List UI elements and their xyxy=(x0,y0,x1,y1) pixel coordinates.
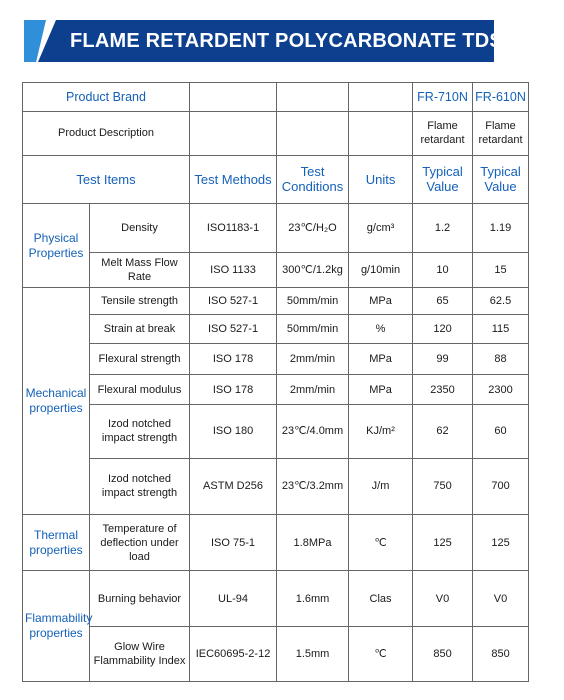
title-banner xyxy=(24,20,503,62)
test-condition: 23℃/4.0mm xyxy=(277,405,349,459)
table-row xyxy=(23,343,529,374)
table-row xyxy=(23,405,529,459)
test-condition: 23℃/H₂O xyxy=(277,204,349,252)
product-description-label: Product Description xyxy=(23,112,190,155)
typical-value-header-1: Typical Value xyxy=(413,155,473,203)
test-item: Burning behavior xyxy=(90,570,190,627)
table-row xyxy=(23,252,529,287)
value-2: V0 xyxy=(473,570,529,627)
value-1: V0 xyxy=(413,570,473,627)
test-method: ISO1183-1 xyxy=(190,204,277,252)
test-method: UL-94 xyxy=(190,570,277,627)
value-1: 120 xyxy=(413,315,473,343)
value-1: 10 xyxy=(413,252,473,287)
test-method: ISO 527-1 xyxy=(190,315,277,343)
table-row xyxy=(23,83,529,112)
value-2: 1.19 xyxy=(473,204,529,252)
table-row xyxy=(23,570,529,627)
unit: ℃ xyxy=(349,627,413,682)
test-item: Flexural modulus xyxy=(90,374,190,404)
unit: KJ/m² xyxy=(349,405,413,459)
test-items-header: Test Items xyxy=(23,155,190,203)
test-method: ISO 527-1 xyxy=(190,288,277,315)
unit: Clas xyxy=(349,570,413,627)
product-brand-label: Product Brand xyxy=(23,83,190,112)
value-1: 1.2 xyxy=(413,204,473,252)
table-row xyxy=(23,112,529,155)
test-method: ISO 178 xyxy=(190,374,277,404)
value-1: 99 xyxy=(413,343,473,374)
value-2: 700 xyxy=(473,458,529,515)
test-conditions-header: Test Conditions xyxy=(277,155,349,203)
test-item: Glow Wire Flammability Index xyxy=(90,627,190,682)
test-method: ISO 75-1 xyxy=(190,515,277,571)
test-item: Tensile strength xyxy=(90,288,190,315)
unit: g/cm³ xyxy=(349,204,413,252)
test-method: ISO 180 xyxy=(190,405,277,459)
table-row xyxy=(23,315,529,343)
table-row xyxy=(23,374,529,404)
test-condition: 50mm/min xyxy=(277,315,349,343)
category-thermal: Thermal properties xyxy=(23,515,90,571)
value-2: 88 xyxy=(473,343,529,374)
value-2: 115 xyxy=(473,315,529,343)
test-item: Izod notched impact strength xyxy=(90,405,190,459)
test-condition: 2mm/min xyxy=(277,374,349,404)
test-item: Density xyxy=(90,204,190,252)
test-condition: 23℃/3.2mm xyxy=(277,458,349,515)
value-1: 2350 xyxy=(413,374,473,404)
category-mechanical: Mechanical properties xyxy=(23,288,90,515)
test-condition: 2mm/min xyxy=(277,343,349,374)
unit: MPa xyxy=(349,374,413,404)
value-2: 60 xyxy=(473,405,529,459)
test-method: IEC60695-2-12 xyxy=(190,627,277,682)
unit: g/10min xyxy=(349,252,413,287)
value-1: 125 xyxy=(413,515,473,571)
unit: MPa xyxy=(349,343,413,374)
test-item: Temperature of deflection under load xyxy=(90,515,190,571)
brand-2: FR-610N xyxy=(473,83,529,112)
table-row xyxy=(23,627,529,682)
category-physical: Physical Properties xyxy=(23,204,90,288)
table-row xyxy=(23,458,529,515)
tds-table xyxy=(22,82,529,682)
unit: % xyxy=(349,315,413,343)
value-2: 15 xyxy=(473,252,529,287)
test-item: Melt Mass Flow Rate xyxy=(90,252,190,287)
value-1: 65 xyxy=(413,288,473,315)
test-method: ISO 1133 xyxy=(190,252,277,287)
value-1: 850 xyxy=(413,627,473,682)
test-item: Flexural strength xyxy=(90,343,190,374)
table-row xyxy=(23,204,529,252)
description-2: Flame retardant xyxy=(473,112,529,155)
test-method: ASTM D256 xyxy=(190,458,277,515)
value-2: 62.5 xyxy=(473,288,529,315)
category-flammability: Flammability properties xyxy=(23,570,90,681)
table-row xyxy=(23,515,529,571)
test-item: Izod notched impact strength xyxy=(90,458,190,515)
brand-1: FR-710N xyxy=(413,83,473,112)
test-methods-header: Test Methods xyxy=(190,155,277,203)
unit: ℃ xyxy=(349,515,413,571)
test-condition: 300℃/1.2kg xyxy=(277,252,349,287)
value-2: 850 xyxy=(473,627,529,682)
units-header: Units xyxy=(349,155,413,203)
value-1: 750 xyxy=(413,458,473,515)
test-condition: 1.5mm xyxy=(277,627,349,682)
test-condition: 50mm/min xyxy=(277,288,349,315)
table-row xyxy=(23,155,529,203)
test-item: Strain at break xyxy=(90,315,190,343)
unit: J/m xyxy=(349,458,413,515)
description-1: Flame retardant xyxy=(413,112,473,155)
unit: MPa xyxy=(349,288,413,315)
value-2: 2300 xyxy=(473,374,529,404)
test-condition: 1.6mm xyxy=(277,570,349,627)
page-title: FLAME RETARDENT POLYCARBONATE TDS xyxy=(70,30,503,52)
typical-value-header-2: Typical Value xyxy=(473,155,529,203)
test-method: ISO 178 xyxy=(190,343,277,374)
value-2: 125 xyxy=(473,515,529,571)
value-1: 62 xyxy=(413,405,473,459)
test-condition: 1.8MPa xyxy=(277,515,349,571)
table-row xyxy=(23,288,529,315)
